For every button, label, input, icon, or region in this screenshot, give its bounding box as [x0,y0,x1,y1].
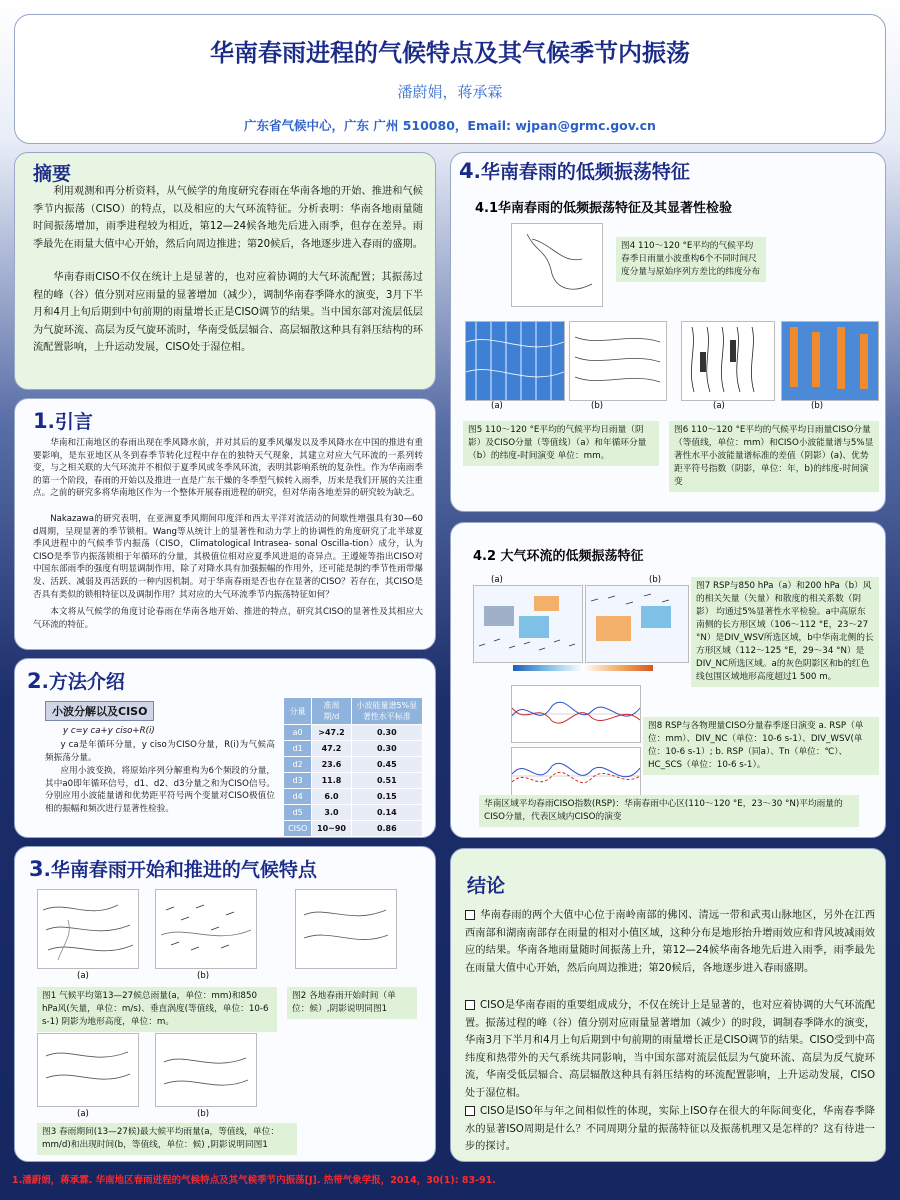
figure-7-caption: 图7 RSP与850 hPa（a）和200 hPa（b）风的相关矢量（矢量）和散度的相关系数（阴影） 均通过5%显著性水平检验。a中高原东南侧的长方形区域（106～112 °E，23～27 °N）是DIV_WSV所选区域，b中华南北侧的长方形区域（112～125 °E，29～34 °N）是DIV_NC所选区域。a的灰色阴影区和b的红色线包围区域地形高度超过1 500 m。 [691,577,879,687]
component-table [283,697,423,837]
table-cell: 0.45 [351,757,422,773]
intro-paragraph-2: Nakazawa的研究表明，在亚洲夏季风期间印度洋和西太平洋对流活动的间歇性增强具有30—60 d周期，呈现显著的季节锁相。Wang等从统计上的显著性和动力学上的协调性的角度研究了北半球夏季风进程中的气候季节内振荡（CISO，Climatological Intrasea- sonal Oscilla-tion）成分，认为CISO是季节内振荡锁相于年循环的分量，其极值位相对应夏季风进退的奇异点。王遵娅等指出CISO对中国东部雨季的强度有明显调制作用，除了对降水具有加强振幅的作用外，还可能是制约季节性雨带爆发、活跃、减弱及再活跃的一种内因机制。对于华南春雨是否也存在显著的CISO？若存在，其CISO是否具有类似的锁相特征以及调制作用？其对应的大气环流季节内振荡特征如何？ [33,514,423,600]
method-number: 2 [27,669,42,693]
section3-panel [14,846,436,1162]
section4-2-title: 4.2 大气环流的低频振荡特征 [473,549,644,564]
fig6a-label: (a) [713,401,725,411]
intro-panel [14,398,436,650]
table-cell: 0.30 [351,725,422,741]
section4-panel [450,152,886,512]
table-row [284,741,423,757]
table-header: 小波能量谱5%显著性水平标准 [351,698,422,725]
figure-1b [155,889,257,969]
figure-6a [681,321,775,401]
fig1a-label: (a) [77,971,89,981]
table-row [284,725,423,741]
figure-7a [473,585,583,663]
bullet-icon [465,1000,475,1010]
bullet-icon [465,910,475,920]
table-cell: d5 [284,805,312,821]
table-cell: d3 [284,773,312,789]
table-header-row [284,698,423,725]
table-cell: 0.86 [351,821,422,837]
conclusion-item [465,907,875,977]
table-header: 准周期/d [312,698,351,725]
fig1b-label: (b) [197,971,210,981]
method-paragraph-2: 应用小波变换，将原始序列分解重构为6个频段的分量，其中a0即年循环信号，d1、d2、d3分量之和为CISO信号。分别应用小波能量谱和优势距平符号两个变量对CISO极值位相的振幅和频次进行显著性检验。 [45,766,275,814]
850hpa-correlation-map [474,586,582,662]
intro-title-text: .引言 [47,411,93,433]
affiliation: 广东省气候中心，广东 广州 510080，Email: wjpan@grmc.gov.cn [244,118,656,133]
figure-2-caption: 图2 各地春雨开始时间（单位：候）,阴影说明同图1 [287,987,417,1019]
fig3b-label: (b) [197,1109,210,1119]
intro-paragraph-1: 华南和江南地区的春雨出现在季风降水前，并对其后的夏季风爆发以及季风降水在中国的推进有重要影响，是东亚地区从冬到春季节转化过程中存在的独特天气现象，其建立对应大气环流的一系列转变，与之相关联的大气环流并不相似于夏季风或冬季风环流，表明其影响系统的复杂性。作为华南雨季的第一个阶段，春雨的开始以及推进一直是广东干燥的冬季型气候转入雨季，历来是我们开展的关注重点。之前的研究多将华南地区作为一个整体开展春雨进程的研究，但对华南各地差异的研究较为缺乏。 [33,438,423,499]
figure-1-caption: 图1 气候平均第13—27候总雨量(a，单位：mm)和850 hPa风(矢量，单位：m/s)、垂直涡度(等值线，单位：10-6 s-1) 阴影为地形高度，单位：m。 [37,987,277,1032]
figure-6-caption: 图6 110～120 °E平均的气候平均日雨量CISO分量（等值线，单位：mm）和CISO小波能量谱与5%显著性水平小波能量谱标准的差值（阴影）(a)、优势距平符号指数（阴影，单位：年，b)的纬度-时间演变 [669,421,879,492]
figure-1a [37,889,139,969]
reference-footer: 1.潘蔚娟，蒋承霖. 华南地区春雨进程的气候特点及其气候季节内振荡[J]. 热带气象学报，2014，30(1): 83-91. [12,1175,496,1186]
conclusion-panel [450,848,886,1162]
table-row [284,789,423,805]
table-cell: 47.2 [312,741,351,757]
abstract-paragraph-2: 华南春雨CISO不仅在统计上是显著的，也对应着协调的大气环流配置；其振荡过程的峰（谷）值分别对应雨量的显著增加（减少），调制华南春季降水的演变，3月下半月和4月上旬后期到中旬前期的雨量增长正是CISO调节的结果。当中国东部对流层低层为气旋环流、高层为反气旋环流时，华南受低层辐合、高层辐散这种具有斜压结构的环流配置影响，上升运动发展，CISO处于湿位相。 [33,272,423,353]
wind-vector-map [156,890,256,968]
abstract-paragraph-1: 利用观测和再分析资料，从气候学的角度研究春雨在华南各地的开始、推进和气候季节内振荡（CISO）的特点，以及相应的大气环流特征。分析表明：华南各地雨量随时间振荡增加，雨季进程较为相近，第12—24候各地先后进入雨季，但存在差异。雨季最先在雨量大值中心开始，然后向周边推进；第20候后，各地逐步进入春雨的盛期。 [33,186,423,250]
abstract-panel [14,152,436,390]
conclusion-title: 结论 [467,875,506,897]
table-row [284,757,423,773]
fig5a-label: (a) [491,401,503,411]
table-cell: CISO [284,821,312,837]
rsp-definition: 华南区域平均春雨CISO指数(RSP)：华南春雨中心区(110～120 °E，23～30 °N)平均雨量的CISO分量，代表区域内CISO的演变 [479,795,859,827]
fig5b-label: (b) [591,401,604,411]
rain-ciso-latitude-time [466,322,564,400]
figure-4-caption: 图4 110～120 °E平均的气候平均春季日雨量小波重构6个不同时间尺度分量与原始序列方差比的纬度分布 [616,237,766,282]
table-cell: d2 [284,757,312,773]
section3-title-text: .华南春雨开始和推进的气候特点 [43,859,317,881]
method-title-text: .方法介绍 [41,671,125,693]
contour-map [38,890,138,968]
table-cell: 6.0 [312,789,351,805]
section3-number: 3 [29,857,44,881]
figure-4 [511,223,603,307]
method-paragraph-1: y ca是年循环分量，y ciso为CISO分量，R(i)为气候高频振荡分量。 [45,740,275,763]
abstract-title: 摘要 [33,163,72,185]
section4-number: 4 [459,159,474,183]
ciso-time-series-a [512,686,640,742]
ciso-contour-plot [682,322,774,400]
formula: y c=y ca+y ciso+R(i) [63,726,155,736]
annual-cycle-plot [570,322,666,400]
table-row [284,821,423,837]
table-cell: a0 [284,725,312,741]
conclusion-text: CISO是ISO年与年之间相似性的体现，实际上ISO存在很大的年际间变化，华南春季降水的显著ISO周期是什么？不同周期分量的振荡特征以及振荡机理又是怎样的？这有待进一步的探讨。 [465,1106,875,1152]
section4-title-text: .华南春雨的低频振荡特征 [473,161,690,183]
method-panel [14,658,436,838]
figure-3a [37,1033,139,1107]
fig7b-label: (b) [649,575,662,585]
authors: 潘蔚娟，蒋承霖 [397,83,503,101]
colorbar [513,665,653,671]
table-cell: 0.30 [351,741,422,757]
table-cell: 11.8 [312,773,351,789]
table-cell: 0.51 [351,773,422,789]
conclusion-item [465,1103,875,1156]
section4-title [459,157,690,184]
table-cell: 23.6 [312,757,351,773]
figure-5a [465,321,565,401]
section4-1-title: 4.1华南春雨的低频振荡特征及其显著性检验 [475,201,733,216]
bullet-icon [465,1106,475,1116]
figure-3-caption: 图3 春雨期间(13—27候)最大候平均雨量(a，等值线，单位：mm/d)和出现时间(b，等值线，单位：候) ,阴影说明同图1 [37,1123,297,1155]
conclusion-item [465,997,875,1102]
fig3a-label: (a) [77,1109,89,1119]
onset-map [296,890,396,968]
intro-title [33,407,93,434]
max-rain-map [38,1034,138,1106]
dominant-anomaly-plot [782,322,878,400]
figure-8a [511,685,641,743]
figure-8-caption: 图8 RSP与各物理量CISO分量春季逐日演变 a. RSP（单位：mm）、DIV_NC（单位：10-6 s-1）、DIV_WSV(单位：10-6 s-1）; b. RSP（同a）、Tn（单位：℃）、HC_SCS（单位：10-6 s-1）。 [643,717,879,775]
method-title [27,667,125,694]
fig7a-label: (a) [491,575,503,585]
timing-map [156,1034,256,1106]
table-cell: d1 [284,741,312,757]
figure-5b [569,321,667,401]
figure-6b [781,321,879,401]
table-row [284,805,423,821]
poster-title: 华南春雨进程的气候特点及其气候季节内振荡 [210,38,690,67]
conclusion-text: 华南春雨的两个大值中心位于南岭南部的佛冈、清远一带和武夷山脉地区，另外在江西西南部和湖南南部存在雨量的相对小值区域，这种分布是地形抬升增雨效应和背风坡减雨效应的结果。华南各地雨量随时间振荡上升，第12—24候华南各地先后进入雨季，雨季最先在雨量大值中心开始，然后向周边推进；第20候后，各地逐步进入春雨盛期。 [465,910,875,974]
poster-header [14,14,886,144]
200hpa-correlation-map [586,586,688,662]
intro-paragraph-3: 本文将从气候学的角度讨论春雨在华南各地开始、推进的特点，研究其CISO的显著性及其相应大气环流的特征。 [33,607,423,630]
figure-5-caption: 图5 110～120 °E平均的气候平均日雨量（阴影）及CISO分量（等值线）（a）和年循环分量（b）的纬度-时间演变 单位：mm。 [463,421,659,466]
table-cell: 0.15 [351,789,422,805]
section4-2-panel [450,522,886,838]
section3-title [29,855,317,882]
conclusion-text: CISO是华南春雨的重要组成成分，不仅在统计上是显著的，也对应着协调的大气环流配置。振荡过程的峰（谷）值分别对应雨量显著增加（减少）的时段，调制春季降水的演变，华南3月下半月和4月上旬后期到中旬前期的雨量增长正是CISO调节的结果。CISO受到中高纬度和热带外的天气系统共同影响，当中国东部对流层低层为气旋环流、高层为反气旋环流，华南受低层辐合、高层辐散这种具有斜压结构的环流配置影响，上升运动发展，CISO处于湿位相。 [465,1000,875,1099]
table-cell: 10~90 [312,821,351,837]
intro-number: 1 [33,409,48,433]
table-header: 分量 [284,698,312,725]
figure-2 [295,889,397,969]
table-cell: d4 [284,789,312,805]
table-cell: 0.14 [351,805,422,821]
figure-7b [585,585,689,663]
variance-ratio-plot [512,224,602,306]
table-row [284,773,423,789]
table-cell: 3.0 [312,805,351,821]
wavelet-tag: 小波分解以及CISO [45,701,154,721]
table-cell: >47.2 [312,725,351,741]
fig6b-label: (b) [811,401,824,411]
figure-3b [155,1033,257,1107]
